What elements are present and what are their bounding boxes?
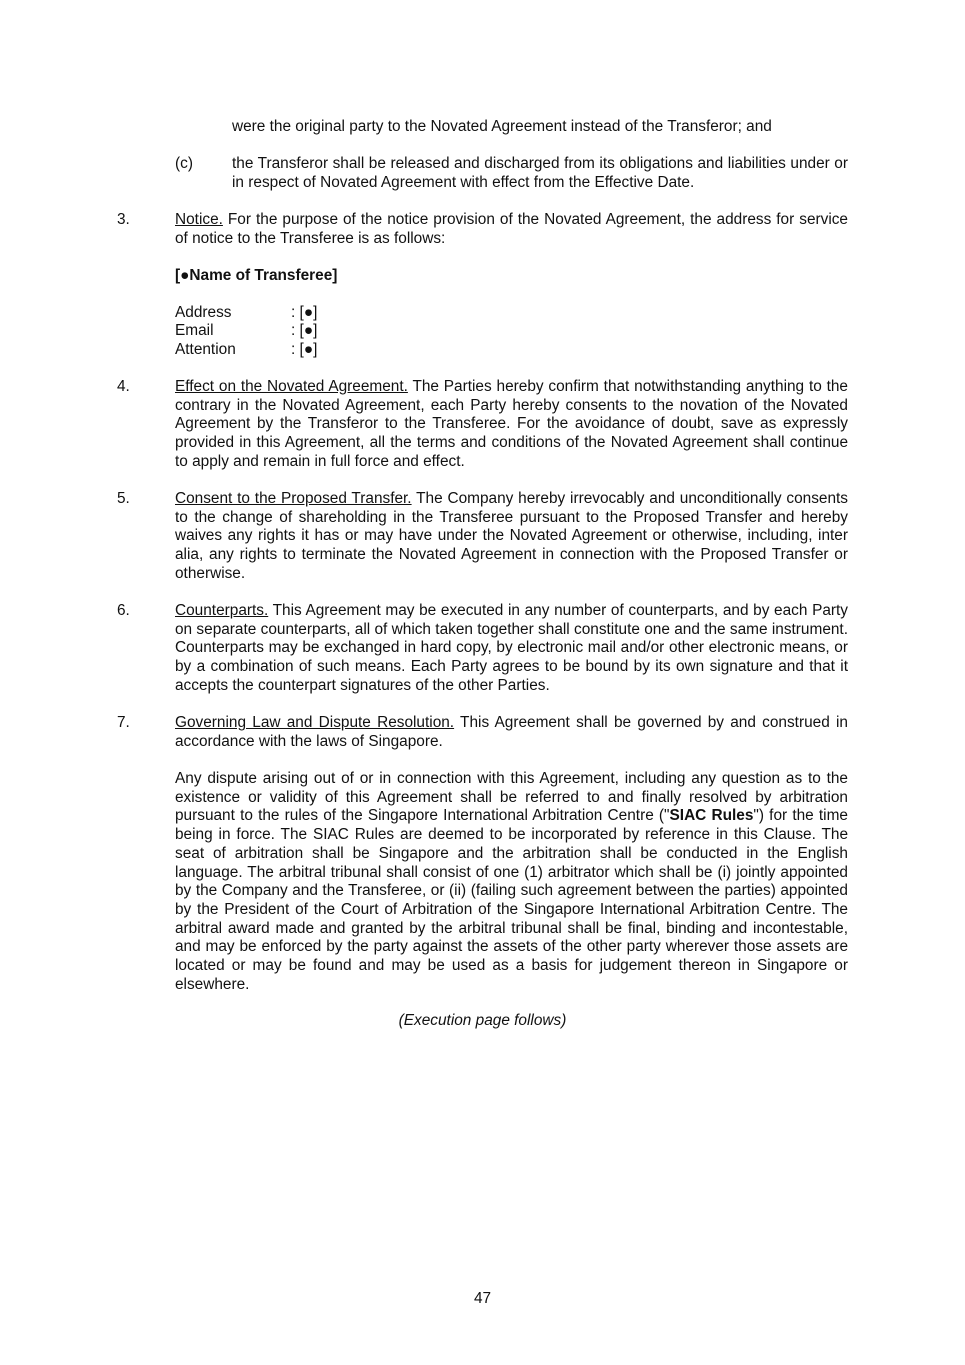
clause-number: 6.: [117, 602, 130, 619]
dispute-text: Any dispute arising out of or in connection with this Agreement, including any question as to the existence or validity of this Agreement shall be referred to and finally resolved by arbitration pursuant to the rules of the Singapore International Arbitration Centre (": [175, 770, 848, 825]
clause-number: 4.: [117, 378, 130, 395]
dispute-text: ") for the time being in force. The SIAC Rules are deemed to be incorporated by reference in this Clause. The seat of arbitration shall be Singapore and the arbitration shall be conducted in the English language. The arbitral tribunal shall consist of one (1) arbitrator which shall be (i) jointly appointed by the Company and the Transferee, or (ii) (failing such agreement between the parties) appointed by the President of the Court of Arbitration of the Singapore International Arbitration Centre. The arbitral award made and granted by the arbitral tribunal shall be final, binding and incontestable, and may be enforced by the party against the assets of the other party wherever those assets are located or may be found and may be used as a basis for judgement thereon in Singapore or elsewhere.: [175, 807, 848, 993]
continuation-text: were the original party to the Novated Agreement instead of the Transferor; and: [232, 118, 772, 135]
email-label: Email: [175, 322, 214, 339]
attention-label: Attention: [175, 341, 236, 358]
page-number: 47: [473, 1290, 492, 1307]
clause-heading: Effect on the Novated Agreement.: [175, 378, 408, 395]
siac-rules-term: SIAC Rules: [669, 807, 754, 825]
clause-heading: Consent to the Proposed Transfer.: [175, 490, 412, 507]
item-c-text: the Transferor shall be released and discharged from its obligations and liabilities under or in respect of Novated Agreement with effect from the Effective Date.: [232, 155, 848, 191]
transferee-name: [●Name of Transferee]: [175, 267, 338, 284]
clause-text: For the purpose of the notice provision of the Novated Agreement, the address for service of notice to the Transferee is as follows:: [175, 211, 848, 247]
clause-number: 3.: [117, 211, 130, 228]
execution-note: (Execution page follows): [398, 1012, 567, 1029]
clause-text: The Parties hereby confirm that notwithstanding anything to the contrary in the Novated Agreement, each Party hereby consents to the novation of the Novated Agreement by the Transferor to the Transferee. For the avoidance of doubt, save as expressly provided in this Agreement, all the terms and conditions of the Novated Agreement shall continue to apply and remain in full force and effect.: [175, 378, 848, 470]
clause-heading: Governing Law and Dispute Resolution.: [175, 714, 455, 731]
clause-number: 5.: [117, 490, 130, 507]
address-value: : [●]: [291, 304, 318, 321]
clause-text: This Agreement shall be governed by and construed in accordance with the laws of Singapore.: [175, 714, 848, 750]
clause-number: 7.: [117, 714, 130, 731]
dispute-resolution-paragraph: [175, 770, 848, 994]
clause-text: This Agreement may be executed in any number of counterparts, and by each Party on separate counterparts, all of which taken together shall constitute one and the same instrument. Counterparts may be exchanged in hard copy, by electronic mail and/or other electronic means, or by a combination of such means. Each Party agrees to be bound by its own signature and that it accepts the counterpart signatures of the other Parties.: [175, 602, 848, 694]
clause-heading: Notice.: [175, 211, 223, 228]
clause-heading: Counterparts.: [175, 602, 269, 619]
clause-text: The Company hereby irrevocably and unconditionally consents to the change of shareholding in the Transferee pursuant to the Proposed Transfer and hereby waives any rights it has or may have under the Novated Agreement or otherwise, including, inter alia, any rights to terminate the Novated Agreement in connection with the Proposed Transfer or otherwise.: [175, 490, 848, 582]
email-value: : [●]: [291, 322, 318, 339]
address-label: Address: [175, 304, 232, 321]
item-c-label: (c): [175, 155, 193, 172]
attention-value: : [●]: [291, 341, 318, 358]
